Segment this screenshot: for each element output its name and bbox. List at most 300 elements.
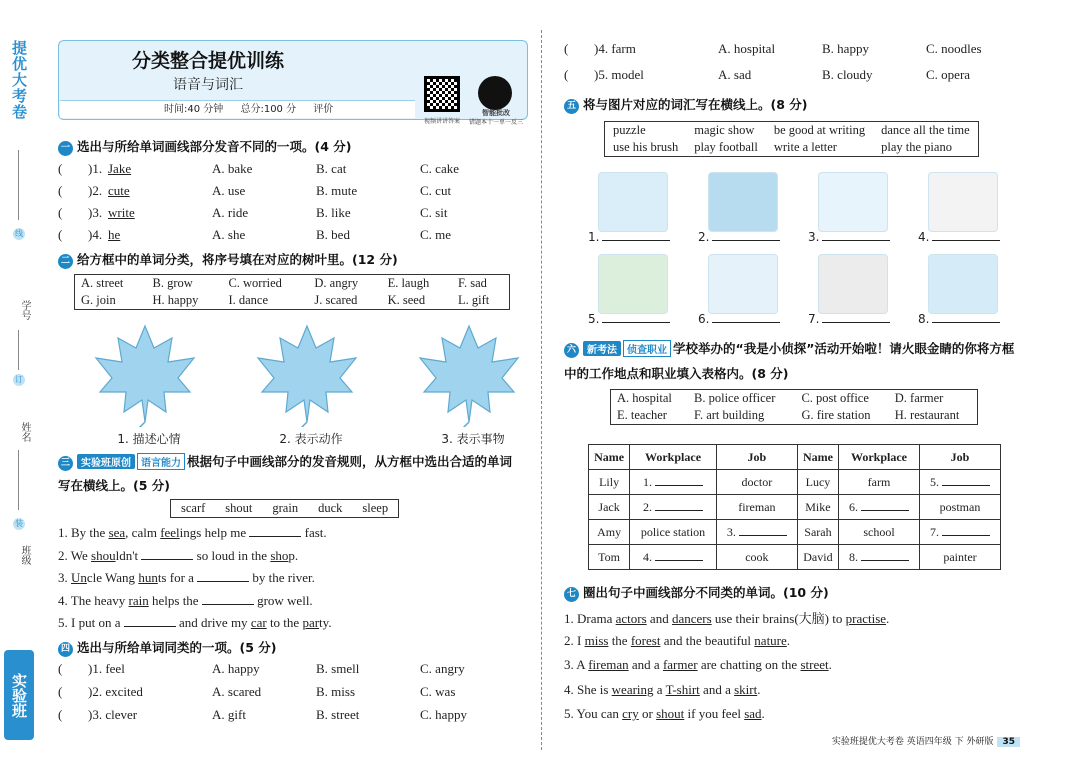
sentence-part: and [646, 611, 672, 626]
section-3-title-cont: 写在横线上。(5 分) [58, 478, 170, 493]
section-title: 将与图片对应的词汇写在横线上。(8 分) [583, 97, 808, 112]
answer-paren[interactable]: ( [58, 183, 63, 198]
job-option: E. teacher [617, 408, 667, 422]
cell-text: 4. [643, 549, 653, 564]
piano-picture [818, 254, 888, 314]
underlined-word[interactable]: forest [630, 632, 661, 648]
time-limit: 时间:40 分钟 [164, 104, 224, 115]
sentence-part: by the river. [249, 570, 315, 585]
phrase-option: be good at writing [773, 123, 866, 137]
answer-blank[interactable] [861, 560, 909, 561]
underlined-word[interactable]: sad [744, 706, 762, 721]
option-b [316, 227, 350, 243]
cell-text: Amy [597, 524, 622, 539]
answer-blank[interactable] [942, 535, 990, 536]
underlined-word[interactable]: miss [584, 632, 609, 648]
option-c-text: C. cut [420, 183, 452, 198]
section-title: 圈出句子中画线部分不同类的单词。(10 分) [583, 585, 829, 600]
option-c [420, 227, 451, 243]
underlined-word[interactable]: street [800, 657, 829, 672]
tag-new: 新考法 [583, 341, 621, 356]
sentence-part: and the beautiful [660, 632, 755, 648]
question-num [88, 183, 102, 199]
evaluation-label: 评价 [313, 104, 334, 115]
underlined-word[interactable]: cry [622, 706, 639, 721]
given-word-text: write [108, 205, 135, 220]
option-c [926, 67, 970, 83]
page-number: 35 [997, 737, 1020, 747]
question-row [58, 161, 528, 181]
job-option: H. restaurant [894, 408, 960, 422]
option-a-text: A. ride [212, 205, 249, 220]
tag-ability: 语言能力 [137, 453, 185, 470]
question-row [564, 67, 1034, 87]
sentence-part: helps the [148, 592, 202, 608]
leaf-icon [414, 322, 524, 427]
sentence-part: p. [288, 547, 299, 563]
underlined-word[interactable]: actors [615, 611, 647, 626]
word-option: G. join [81, 293, 116, 307]
student-number-field: 学号 [19, 300, 30, 320]
answer-paren[interactable]: ( [58, 205, 63, 220]
answer-paren[interactable]: ( [58, 161, 63, 176]
picture-answer [588, 230, 670, 244]
option-b-text: B. miss [316, 684, 356, 699]
option-b-text: B. cloudy [822, 67, 873, 82]
sentence-part: 3. A [564, 657, 589, 672]
option-c [420, 684, 455, 700]
fill-sentence [58, 525, 327, 541]
publisher-logo: 实验班 [4, 650, 34, 740]
section-7-header [564, 583, 829, 602]
word-option: I. dance [228, 293, 268, 307]
leaf-caption: 2. 表示动作 [279, 432, 343, 446]
cell-text: Mike [805, 499, 831, 514]
section-6-title-cont: 中的工作地点和职业填入表格内。(8 分) [564, 366, 789, 381]
underlined-word[interactable]: skirt [734, 681, 758, 697]
option-a-text: A. sad [718, 67, 752, 82]
given-word-text: Jake [108, 161, 132, 176]
word-box-s6 [610, 389, 978, 425]
binding-dot: 线 [15, 229, 23, 238]
picture-number: 6. [698, 312, 710, 326]
answer-blank[interactable] [602, 322, 670, 323]
answer-paren[interactable]: ( [564, 41, 569, 56]
sentence-part: 1. By the [58, 525, 109, 540]
binding-dot: 订 [15, 375, 23, 384]
word-option: E. laugh [387, 276, 430, 290]
answer-blank[interactable] [822, 322, 890, 323]
tag-detective: 侦查职业 [623, 340, 671, 357]
answer-blank[interactable] [822, 240, 890, 241]
option-b-text: B. mute [316, 183, 358, 198]
section-number: 四 [58, 642, 73, 657]
question-num [88, 707, 137, 723]
job-table [588, 444, 1001, 570]
question-label: )4. [88, 227, 103, 242]
cell-text: police station [640, 524, 706, 539]
sentence-part: and drive my [175, 615, 251, 630]
word-option: K. seed [387, 293, 426, 307]
section-2-header [58, 250, 398, 269]
table-cell [630, 470, 717, 495]
table-cell [589, 545, 630, 570]
sentence-part: 2. We [58, 547, 92, 563]
section-number: 三 [58, 456, 73, 471]
question-num [88, 161, 102, 177]
tag-original: 实验班原创 [77, 454, 135, 469]
option-a [212, 205, 248, 221]
sentence-part: or [638, 706, 657, 721]
option-c-text: C. opera [926, 67, 971, 82]
option-c [420, 183, 451, 199]
binding-line [18, 450, 19, 510]
table-cell [839, 545, 920, 570]
question-label: )2. excited [88, 684, 143, 699]
section-number: 七 [564, 587, 579, 602]
question-row [58, 227, 528, 247]
fill-sentence [58, 615, 332, 631]
sentence-part: . [757, 681, 761, 697]
leaf-icon [252, 322, 362, 427]
sentence-part: if you feel [684, 706, 745, 721]
underlined-part: sea [108, 525, 126, 540]
answer-blank[interactable] [712, 240, 780, 241]
name-field: 姓名 [19, 422, 30, 442]
option-b [316, 183, 357, 199]
circle-sentence [564, 633, 790, 649]
smart-grading-sub: 错题本十一单一反三 [468, 119, 523, 126]
option-b-text: B. street [316, 707, 360, 722]
table-header: Workplace [839, 445, 920, 470]
answer-blank[interactable] [655, 510, 703, 511]
section-number: 六 [564, 343, 579, 358]
sentence-part: use their brains(大脑) to [711, 611, 846, 626]
page-title: 分类整合提优训练 [131, 50, 284, 72]
question-row [58, 205, 528, 225]
option-b [822, 67, 873, 83]
underlined-word[interactable]: farmer [662, 657, 698, 672]
picture-answer [588, 312, 670, 326]
word-option: H. happy [152, 293, 199, 307]
answer-blank[interactable] [712, 322, 780, 323]
question-num [88, 684, 143, 700]
option-a [212, 661, 260, 677]
question-row [58, 684, 528, 704]
answer-blank[interactable] [739, 535, 787, 536]
sentence-part: cle Wang [86, 570, 139, 585]
option-b-text: B. smell [316, 661, 360, 676]
underlined-part: shou [91, 547, 116, 563]
underlined-word[interactable]: practise [845, 611, 887, 626]
table-cell [630, 495, 717, 520]
qr-code-icon[interactable] [424, 76, 460, 112]
option-a-text: A. hospital [718, 41, 776, 56]
section-title: 选出与所给单词同类的一项。(5 分) [77, 640, 277, 655]
option-c [420, 707, 467, 723]
sentence-part: . [786, 632, 791, 648]
word-option: C. worried [228, 276, 282, 290]
option-c [420, 161, 459, 177]
job-option: G. fire station [801, 408, 871, 422]
sentence-part: ty. [319, 615, 332, 630]
letter-writing-picture [598, 254, 668, 314]
table-cell [839, 520, 920, 545]
option-c [420, 205, 447, 221]
fill-sentence [58, 570, 315, 586]
sentence-part: and a [699, 681, 735, 697]
picture-number: 5. [588, 312, 600, 326]
page-divider [541, 30, 542, 750]
table-cell [920, 520, 1001, 545]
section-number: 五 [564, 99, 579, 114]
answer-blank[interactable] [249, 536, 301, 537]
word-option: F. sad [458, 276, 487, 290]
underlined-word[interactable]: dancers [671, 611, 712, 626]
cell-text: 5. [930, 474, 939, 489]
table-cell [716, 520, 797, 545]
cell-text: school [863, 524, 895, 539]
sentence-part: . [886, 611, 890, 626]
table-cell [589, 495, 630, 520]
option-b [822, 41, 869, 57]
picture-answer [808, 230, 890, 244]
cell-text: Lily [599, 474, 620, 489]
table-cell [797, 545, 838, 570]
binding-strip [0, 0, 50, 764]
job-option: F. art building [694, 408, 765, 422]
option-b [316, 161, 346, 177]
job-option: D. farmer [894, 391, 944, 405]
question-num [88, 205, 102, 221]
picture-number: 3. [808, 230, 820, 244]
answer-paren[interactable]: ( [58, 707, 63, 722]
fill-sentence [58, 548, 298, 564]
answer-paren[interactable]: ( [58, 684, 63, 699]
cell-text: 6. [849, 499, 858, 514]
header-meta [60, 100, 415, 118]
answer-blank[interactable] [655, 485, 703, 486]
section-number: 一 [58, 141, 73, 156]
question-label: )3. clever [88, 707, 138, 722]
page-subtitle: 语音与词汇 [173, 77, 243, 93]
option-b [316, 684, 355, 700]
answer-blank[interactable] [202, 604, 254, 605]
job-option: A. hospital [617, 391, 672, 405]
phrase-option: magic show [694, 123, 755, 137]
table-cell [630, 520, 717, 545]
question-label: )5. model [594, 67, 644, 82]
option-c-text: C. angry [420, 661, 465, 676]
table-header: Job [716, 445, 797, 470]
leaf-icon [90, 322, 200, 427]
phrase-option: write a letter [773, 140, 837, 154]
binding-line [18, 330, 19, 370]
answer-blank[interactable] [124, 626, 176, 627]
table-row [589, 545, 1001, 570]
option-a-text: A. she [212, 227, 246, 242]
option-a [212, 707, 246, 723]
answer-blank[interactable] [602, 240, 670, 241]
option-c-text: C. me [420, 227, 452, 242]
answer-blank[interactable] [932, 322, 1000, 323]
underlined-word[interactable]: nature [754, 632, 787, 648]
option-b [316, 661, 359, 677]
fill-sentence [58, 593, 313, 609]
question-label: )3. [88, 205, 103, 220]
option-a [718, 67, 751, 83]
word-option: grain [272, 501, 299, 515]
option-a-text: A. gift [212, 707, 246, 722]
option-a [212, 183, 245, 199]
cell-text: 8. [849, 549, 858, 564]
magic-show-picture [598, 172, 668, 232]
word-option: scarf [181, 501, 206, 515]
sentence-part: . [828, 657, 832, 672]
underlined-word[interactable]: fireman [588, 657, 629, 672]
sentence-part: ts for a [157, 570, 198, 585]
sentence-part: 1. Drama [564, 611, 616, 626]
qr-caption: 视频讲讲答案 [423, 118, 460, 125]
football-picture [708, 254, 778, 314]
underlined-word[interactable]: shout [656, 706, 685, 721]
answer-blank[interactable] [932, 240, 1000, 241]
table-cell [630, 545, 717, 570]
cell-text: Lucy [805, 474, 831, 489]
question-label: )4. farm [594, 41, 636, 56]
puzzle-picture [708, 172, 778, 232]
sentence-part: 5. I put on a [58, 615, 124, 630]
question-label: )2. [88, 183, 103, 198]
section-3-header [58, 452, 512, 471]
option-a [212, 684, 261, 700]
cell-text: 7. [930, 524, 939, 539]
table-cell [797, 495, 838, 520]
binding-dot: 装 [15, 519, 23, 528]
question-label: )1. feel [88, 661, 125, 676]
answer-paren[interactable]: ( [58, 227, 63, 242]
answer-blank[interactable] [655, 560, 703, 561]
question-num [88, 661, 125, 677]
section-4-header [58, 638, 276, 657]
question-num [594, 67, 644, 83]
table-row [589, 520, 1001, 545]
section-title: 选出与所给单词画线部分发音不同的一项。(4 分) [77, 139, 352, 154]
section-title: 学校举办的“我是小侦探”活动开始啦！请火眼金睛的你将方框 [673, 341, 1015, 356]
word-option: J. scared [314, 293, 358, 307]
underlined-word[interactable]: T-shirt [665, 681, 700, 697]
word-box [74, 274, 510, 310]
table-cell [716, 470, 797, 495]
option-c-text: C. cake [420, 161, 459, 176]
sentence-part: and a [628, 657, 663, 672]
cell-text: fireman [738, 499, 776, 514]
cell-text: Jack [598, 499, 620, 514]
option-a-text: A. scared [212, 684, 262, 699]
sentence-part: 4. The heavy [58, 592, 129, 608]
sentence-part: 4. She is [564, 681, 612, 697]
option-a-text: A. bake [212, 161, 253, 176]
answer-blank[interactable] [141, 559, 193, 560]
sentence-part: ings help me [179, 525, 250, 540]
cell-text: David [803, 549, 833, 564]
question-num [594, 41, 636, 57]
answer-paren[interactable]: ( [564, 67, 569, 82]
picture-number: 4. [918, 230, 930, 244]
smart-grading-icon[interactable] [478, 76, 512, 110]
phrase-option: puzzle [613, 123, 646, 137]
table-row [589, 495, 1001, 520]
word-box-s5 [604, 121, 979, 157]
table-cell [920, 545, 1001, 570]
table-cell [797, 470, 838, 495]
job-option: C. post office [801, 391, 869, 405]
brand-vertical: 提优大考卷 [10, 40, 28, 120]
table-cell [716, 495, 797, 520]
picture-answer [918, 312, 1000, 326]
option-c-text: C. sit [420, 205, 448, 220]
section-number: 二 [58, 254, 73, 269]
sentence-part: ldn't [115, 547, 142, 563]
cell-text: Tom [598, 549, 620, 564]
cell-text: 2. [643, 499, 653, 514]
underlined-word[interactable]: wearing [611, 681, 654, 697]
option-b [316, 205, 351, 221]
leaf-caption: 1. 描述心情 [117, 432, 181, 446]
option-b [316, 707, 359, 723]
given-word-text: cute [108, 183, 130, 198]
total-score: 总分:100 分 [240, 104, 297, 115]
option-c-text: C. noodles [926, 41, 982, 56]
table-cell [716, 545, 797, 570]
option-a [212, 227, 245, 243]
word-box-s3 [170, 499, 399, 518]
word-option: sleep [362, 501, 389, 515]
circle-sentence [564, 682, 760, 698]
section-title: 根据句子中画线部分的发音规则，从方框中选出合适的单词 [187, 454, 513, 469]
sentence-part: fast. [301, 525, 327, 540]
underlined-part: hun [138, 570, 158, 585]
word-option: shout [225, 501, 253, 515]
sentence-part: are chatting on the [697, 657, 801, 672]
answer-blank[interactable] [861, 510, 909, 511]
underlined-part: feel [160, 525, 180, 540]
table-cell [797, 520, 838, 545]
cell-text: cook [745, 549, 769, 564]
sentence-part: 5. You can [564, 706, 623, 721]
footer-text: 实验班提优大考卷 英语四年级 下 外研版 [831, 737, 994, 747]
underlined-part: par [302, 615, 320, 630]
cell-text: postman [939, 499, 981, 514]
phrase-option: use his brush [613, 140, 679, 154]
word-option: duck [318, 501, 343, 515]
answer-blank[interactable] [197, 581, 249, 582]
picture-number: 2. [698, 230, 710, 244]
sentence-part: 3. [58, 570, 71, 585]
picture-answer [698, 230, 780, 244]
question-row [564, 41, 1034, 61]
underlined-part: rain [128, 592, 149, 608]
table-header: Job [920, 445, 1001, 470]
phrase-option: play football [694, 140, 758, 154]
answer-paren[interactable]: ( [58, 661, 63, 676]
table-cell [839, 495, 920, 520]
given-word [108, 227, 120, 243]
class-field: 班级 [19, 545, 30, 565]
answer-blank[interactable] [942, 485, 990, 486]
picture-answer [808, 312, 890, 326]
section-6-header [564, 339, 1014, 358]
